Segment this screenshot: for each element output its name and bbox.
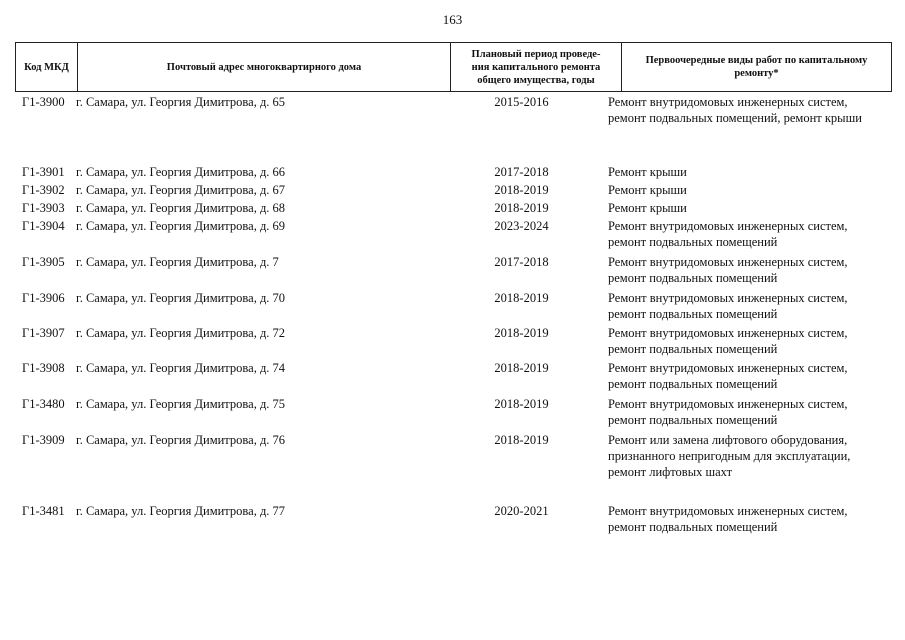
row-works-line: Ремонт внутридомовых инженерных систем, [608, 255, 848, 269]
row-address: г. Самара, ул. Георгия Димитрова, д. 72 [76, 326, 286, 340]
row-code: Г1-3480 [22, 397, 65, 411]
row-works-line: признанного непригодным для эксплуатации, [608, 449, 851, 463]
row-address: г. Самара, ул. Георгия Димитрова, д. 66 [76, 165, 286, 179]
row-works [608, 218, 898, 250]
row-address: г. Самара, ул. Георгия Димитрова, д. 77 [76, 504, 286, 518]
row-code: Г1-3902 [22, 183, 65, 197]
row-works [608, 182, 898, 198]
header-works-line: ремонту* [734, 68, 779, 79]
row-address: г. Самара, ул. Георгия Димитрова, д. 69 [76, 219, 286, 233]
row-period: 2018-2019 [494, 433, 549, 447]
row-works-line: Ремонт внутридомовых инженерных систем, [608, 361, 848, 375]
row-code: Г1-3908 [22, 361, 65, 375]
row-address: г. Самара, ул. Георгия Димитрова, д. 75 [76, 397, 286, 411]
row-period: 2018-2019 [494, 291, 549, 305]
row-works-line: Ремонт крыши [608, 165, 687, 179]
row-code: Г1-3901 [22, 165, 65, 179]
row-address: г. Самара, ул. Георгия Димитрова, д. 67 [76, 183, 286, 197]
row-works [608, 290, 898, 322]
page-number: 163 [442, 12, 463, 27]
header-period-line: Плановый период проведе- [471, 48, 601, 60]
header-code: Код МКД [16, 43, 78, 91]
row-works-line: Ремонт внутридомовых инженерных систем, [608, 219, 848, 233]
header-works [622, 43, 891, 91]
row-period: 2015-2016 [494, 95, 549, 109]
row-code: Г1-3481 [22, 504, 65, 518]
row-works-line: Ремонт внутридомовых инженерных систем, [608, 397, 848, 411]
row-code: Г1-3909 [22, 433, 65, 447]
row-works-line: Ремонт или замена лифтового оборудования, [608, 433, 848, 447]
row-works-line: Ремонт внутридомовых инженерных систем, [608, 291, 848, 305]
row-works-line: Ремонт крыши [608, 201, 687, 215]
row-works-line: ремонт подвальных помещений [608, 271, 778, 285]
header-address: Почтовый адрес многоквартирного дома [78, 43, 451, 91]
row-period: 2018-2019 [494, 326, 549, 340]
row-address: г. Самара, ул. Георгия Димитрова, д. 68 [76, 201, 286, 215]
row-works [608, 396, 898, 428]
row-address: г. Самара, ул. Георгия Димитрова, д. 65 [76, 95, 286, 109]
header-period-line: ния капитального ремонта [471, 61, 601, 73]
row-works-line: Ремонт внутридомовых инженерных систем, [608, 326, 848, 340]
table-header [15, 42, 892, 92]
row-works-line: ремонт лифтовых шахт [608, 465, 733, 479]
row-works-line: ремонт подвальных помещений [608, 413, 778, 427]
header-period [451, 43, 622, 91]
row-code: Г1-3906 [22, 291, 65, 305]
row-works-line: ремонт подвальных помещений [608, 520, 778, 534]
row-code: Г1-3903 [22, 201, 65, 215]
row-period: 2018-2019 [494, 201, 549, 215]
row-address: г. Самара, ул. Георгия Димитрова, д. 70 [76, 291, 286, 305]
row-works-line: Ремонт крыши [608, 183, 687, 197]
row-works [608, 94, 898, 126]
header-works-line: Первоочередные виды работ по капитальному [645, 55, 868, 66]
row-period: 2017-2018 [494, 165, 549, 179]
header-period-line: общего имущества, годы [477, 74, 595, 86]
row-period: 2018-2019 [494, 183, 549, 197]
row-address: г. Самара, ул. Георгия Димитрова, д. 76 [76, 433, 286, 447]
row-works-line: Ремонт внутридомовых инженерных систем, [608, 504, 848, 518]
row-works-line: ремонт подвальных помещений, ремонт крыши [608, 111, 862, 125]
row-code: Г1-3905 [22, 255, 65, 269]
row-works-line: ремонт подвальных помещений [608, 235, 778, 249]
row-works [608, 360, 898, 392]
row-works [608, 325, 898, 357]
row-works [608, 200, 898, 216]
row-code: Г1-3900 [22, 95, 65, 109]
row-period: 2018-2019 [494, 397, 549, 411]
row-address: г. Самара, ул. Георгия Димитрова, д. 7 [76, 255, 279, 269]
row-period: 2023-2024 [494, 219, 549, 233]
row-works [608, 432, 898, 480]
row-works [608, 254, 898, 286]
row-works-line: Ремонт внутридомовых инженерных систем, [608, 95, 848, 109]
row-period: 2017-2018 [494, 255, 549, 269]
row-works-line: ремонт подвальных помещений [608, 377, 778, 391]
row-code: Г1-3907 [22, 326, 65, 340]
row-address: г. Самара, ул. Георгия Димитрова, д. 74 [76, 361, 286, 375]
row-works-line: ремонт подвальных помещений [608, 342, 778, 356]
row-period: 2018-2019 [494, 361, 549, 375]
row-works [608, 164, 898, 180]
row-code: Г1-3904 [22, 219, 65, 233]
row-works [608, 503, 898, 535]
row-period: 2020-2021 [494, 504, 549, 518]
row-works-line: ремонт подвальных помещений [608, 307, 778, 321]
